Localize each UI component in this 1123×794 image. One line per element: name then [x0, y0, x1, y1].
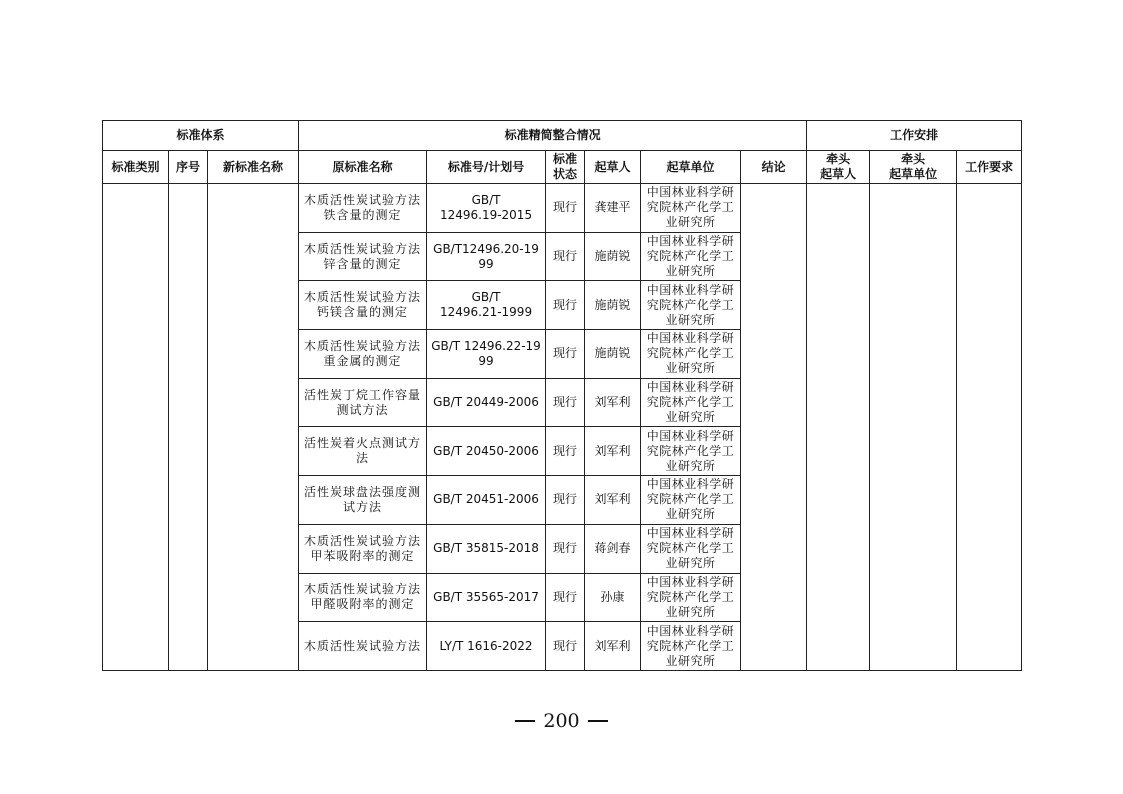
- orig-name-cell: 活性炭球盘法强度测试方法: [299, 476, 427, 525]
- unit-cell: 中国林业科学研究院林产化学工业研究所: [641, 330, 741, 379]
- header-requirement: 工作要求: [957, 151, 1022, 184]
- unit-cell: 中国林业科学研究院林产化学工业研究所: [641, 281, 741, 330]
- drafter-cell: 刘军利: [585, 476, 641, 525]
- header-row-group: [103, 121, 1022, 151]
- header-seq: 序号: [169, 151, 208, 184]
- footer-dash-left: [515, 720, 535, 722]
- drafter-cell: 施荫锐: [585, 281, 641, 330]
- page-number: 200: [543, 710, 580, 732]
- code-line: GB/T: [471, 192, 501, 207]
- code-line: 12496.19-2015: [439, 207, 533, 222]
- code-line: GB/T: [471, 290, 501, 305]
- header-lead-unit: [870, 151, 957, 184]
- header-drafter: 起草人: [585, 151, 641, 184]
- status-cell: 现行: [546, 622, 585, 671]
- drafter-cell: 蒋剑春: [585, 524, 641, 573]
- conclusion-cell: [741, 184, 807, 671]
- header-group-integration: 标准精简整合情况: [299, 121, 807, 151]
- drafter-cell: 刘军利: [585, 378, 641, 427]
- drafter-cell: 刘军利: [585, 622, 641, 671]
- status-cell: 现行: [546, 184, 585, 233]
- status-cell: 现行: [546, 524, 585, 573]
- lead-unit-cell: [870, 184, 957, 671]
- header-status-line2: 状态: [553, 167, 578, 181]
- status-cell: 现行: [546, 378, 585, 427]
- header-orig-name: 原标准名称: [299, 151, 427, 184]
- header-group-system: 标准体系: [103, 121, 299, 151]
- orig-name-cell: 木质活性炭试验方法锌含量的测定: [299, 232, 427, 281]
- header-unit: 起草单位: [641, 151, 741, 184]
- category-cell: [103, 184, 169, 671]
- status-cell: 现行: [546, 330, 585, 379]
- header-lead-unit-line2: 起草单位: [889, 167, 938, 181]
- header-lead-drafter: [807, 151, 870, 184]
- header-lead-drafter-line2: 起草人: [820, 167, 857, 181]
- drafter-cell: 施荫锐: [585, 330, 641, 379]
- lead-drafter-cell: [807, 184, 870, 671]
- unit-cell: 中国林业科学研究院林产化学工业研究所: [641, 476, 741, 525]
- unit-cell: 中国林业科学研究院林产化学工业研究所: [641, 622, 741, 671]
- standards-table-container: [102, 120, 1021, 670]
- code-line: GB/T 35565-2017: [433, 589, 539, 604]
- code-cell: [427, 184, 546, 233]
- requirement-cell: [957, 184, 1022, 671]
- code-line: GB/T 20451-2006: [433, 492, 539, 507]
- new-name-cell: [208, 184, 299, 671]
- code-line: GB/T12496.20-1999: [433, 241, 539, 271]
- header-category: 标准类别: [103, 151, 169, 184]
- code-line: GB/T 20450-2006: [433, 443, 539, 458]
- unit-cell: 中国林业科学研究院林产化学工业研究所: [641, 427, 741, 476]
- code-cell: [427, 524, 546, 573]
- seq-cell: [169, 184, 208, 671]
- header-lead-unit-line1: 牵头: [901, 152, 926, 166]
- code-line: GB/T 12496.22-1999: [431, 338, 541, 368]
- code-cell: [427, 573, 546, 622]
- orig-name-cell: 木质活性炭试验方法甲醛吸附率的测定: [299, 573, 427, 622]
- status-cell: 现行: [546, 573, 585, 622]
- drafter-cell: 刘军利: [585, 427, 641, 476]
- unit-cell: 中国林业科学研究院林产化学工业研究所: [641, 524, 741, 573]
- orig-name-cell: 木质活性炭试验方法甲苯吸附率的测定: [299, 524, 427, 573]
- header-new-name: 新标准名称: [208, 151, 299, 184]
- orig-name-cell: 活性炭着火点测试方法: [299, 427, 427, 476]
- status-cell: 现行: [546, 281, 585, 330]
- drafter-cell: 施荫锐: [585, 232, 641, 281]
- standards-table: [102, 120, 1022, 671]
- header-lead-drafter-line1: 牵头: [826, 152, 851, 166]
- orig-name-cell: 活性炭丁烷工作容量测试方法: [299, 378, 427, 427]
- status-cell: 现行: [546, 232, 585, 281]
- code-line: LY/T 1616-2022: [439, 638, 533, 653]
- table-row: [103, 184, 1022, 233]
- code-cell: [427, 330, 546, 379]
- status-cell: 现行: [546, 427, 585, 476]
- header-conclusion: 结论: [741, 151, 807, 184]
- orig-name-cell: 木质活性炭试验方法铁含量的测定: [299, 184, 427, 233]
- drafter-cell: 孙康: [585, 573, 641, 622]
- code-line: GB/T 35815-2018: [433, 541, 539, 556]
- code-cell: [427, 232, 546, 281]
- unit-cell: 中国林业科学研究院林产化学工业研究所: [641, 184, 741, 233]
- header-status-line1: 标准: [553, 152, 578, 166]
- header-status: [546, 151, 585, 184]
- unit-cell: 中国林业科学研究院林产化学工业研究所: [641, 232, 741, 281]
- code-cell: [427, 622, 546, 671]
- code-line: GB/T 20449-2006: [433, 395, 539, 410]
- header-row-columns: [103, 151, 1022, 184]
- orig-name-cell: 木质活性炭试验方法: [299, 622, 427, 671]
- code-cell: [427, 378, 546, 427]
- unit-cell: 中国林业科学研究院林产化学工业研究所: [641, 378, 741, 427]
- orig-name-cell: 木质活性炭试验方法重金属的测定: [299, 330, 427, 379]
- footer-dash-right: [588, 720, 608, 722]
- header-group-work: 工作安排: [807, 121, 1022, 151]
- orig-name-cell: 木质活性炭试验方法钙镁含量的测定: [299, 281, 427, 330]
- unit-cell: 中国林业科学研究院林产化学工业研究所: [641, 573, 741, 622]
- code-cell: [427, 476, 546, 525]
- header-code: 标准号/计划号: [427, 151, 546, 184]
- drafter-cell: 龚建平: [585, 184, 641, 233]
- code-cell: [427, 427, 546, 476]
- status-cell: 现行: [546, 476, 585, 525]
- code-cell: [427, 281, 546, 330]
- page-footer: [0, 708, 1123, 734]
- code-line: 12496.21-1999: [439, 305, 533, 320]
